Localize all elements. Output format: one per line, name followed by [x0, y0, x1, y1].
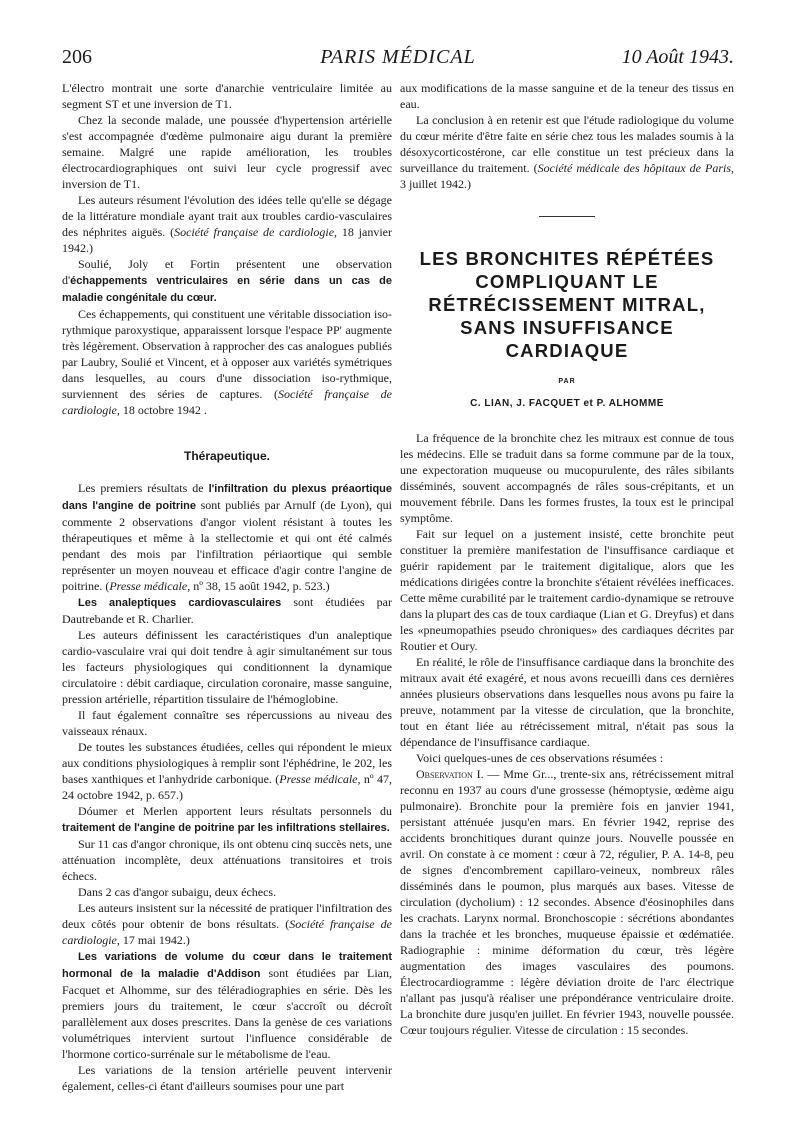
paragraph: Dans 2 cas d'angor subaigu, deux échecs.: [78, 885, 277, 899]
paragraph: De toutes les substances étudiées, celles qui répondent le mieux aux conditions physiologiques à remplir sont l'éphédrine, le 202, les bases xanthiques et l'anhydride carbonique. (Presse médicale, nº 47, 24 octobre 1942, p. 657.): [62, 740, 392, 802]
paragraph: Dóumer et Merlen apportent leurs résultats personnels du traitement de l'angine de poitrine par les infiltrations stellaires.: [62, 804, 392, 834]
paragraph: Soulié, Joly et Fortin présentent une observation d'échappements ventriculaires en série dans un cas de maladie congénitale du cœur.: [62, 257, 392, 304]
section-heading: Thérapeutique.: [183, 449, 270, 463]
left-column: [62, 80, 392, 1094]
paragraph: Les variations de la tension artérielle peuvent intervenir également, celles-ci étant d'ailleurs soumises pour une part: [62, 1063, 392, 1093]
article-authors: C. LIAN, J. FACQUET et P. ALHOMME: [470, 398, 664, 409]
paragraph: Il faut également connaître ses répercussions au niveau des vaisseaux rénaux.: [62, 708, 392, 738]
journal-title: PARIS MÉDICAL: [320, 46, 476, 68]
paragraph: Fait sur lequel on a justement insisté, cette bronchite peut constituer la première manifestation de l'insuffisance cardiaque et guérir rapidement par le traitement digitalique, alors que les médications dirigées contre la bronchite s'étaient révélées inefficaces. Cette même curabilité par le traitement cardio-dynamique se retrouve dans la plupart des cas de toux cardiaque (Lian et G. Dreyfus) et dans les «pneumopathies pseudo chroniques» des cardiaques décrites par Routier et Oury.: [400, 527, 734, 653]
paragraph: aux modifications de la masse sanguine et de la teneur des tissus en eau.: [400, 81, 734, 111]
paragraph: Les auteurs définissent les caractéristiques d'un analeptique cardio-vasculaire vrai qui doit tendre à agir simultanément sur tous les facteurs physiologiques qui conditionnent la dynamique circulatoire : débit cardiaque, circulation coronaire, masse sanguine, pression artérielle, répartition tissulaire de l'hémoglobine.: [62, 628, 392, 706]
article-title: LES BRONCHITES RÉPÉTÉES COMPLIQUANT LE RÉTRÉCISSEMENT MITRAL, SANS INSUFFISANCE CARDIAQUE: [419, 248, 715, 361]
paragraph: La fréquence de la bronchite chez les mitraux est connue de tous les médecins. Elle se traduit dans sa forme commune par de la toux, une expectoration muqueuse ou mucopurulente, des râles sibilants disséminés, souvent accompagnés de râles sous-crépitants, et un mouvement fébrile. Dans les formes frustes, la toux est le principal symptôme.: [400, 431, 734, 525]
paragraph: La conclusion à en retenir est que l'étude radiologique du volume du cœur mérite d'être faite en série chez tous les malades soumis à la désoxycorticostérone, car elle constitue un test précieux dans la surveillance du traitement. (Société médicale des hôpitaux de Paris, 3 juillet 1942.): [400, 113, 734, 191]
issue-date: 10 Août 1943.: [621, 46, 734, 68]
byline-par: PAR: [558, 378, 576, 385]
paragraph: Ces échappements, qui constituent une véritable dissociation iso-rythmique paroxystique, apparaissent lorsque l'espace PP' augmente très légèrement. Observation à rapprocher des cas analogues publiés par Laubry, Soulié et Vincent, et à opposer aux variétés symétriques dans lesquelles, au cours d'une dissociation iso-rythmique, surviennent des séries de captures. (Société française de cardiologie, 18 octobre 1942 .: [62, 307, 392, 417]
paragraph: Les auteurs résument l'évolution des idées telle qu'elle se dégage de la littérature mondiale ayant trait aux troubles cardio-vasculaires des néphrites aiguës. (Société française de cardiologie, 18 janvier 1942.): [62, 193, 392, 255]
paragraph: Voici quelques-unes de ces observations résumées :: [416, 751, 664, 765]
paragraph: En réalité, le rôle de l'insuffisance cardiaque dans la bronchite des mitraux avait été exagéré, et nous avons recueilli dans ces dernières années plusieurs observations dans lesquelles nous avons pu faire la preuve, notamment par la vitesse de circulation, que la bronchite, tout en étant liée au rétrécissement mitral, n'était pas sous la dépendance de l'insuffisance cardiaque.: [400, 655, 734, 749]
paragraph: Sur 11 cas d'angor chronique, ils ont obtenu cinq succès nets, une atténuation incomplète, deux atténuations transitoires et trois échecs.: [62, 837, 392, 883]
section-divider: [539, 216, 595, 217]
observation-paragraph: Observation I. — Mme Gr..., trente-six ans, rétrécissement mitral reconnu en 1937 au cours d'une grossesse (hémoptysie, œdème aigu pulmonaire). Bronchite pour la première fois en janvier 1941, persistant atténuée jusqu'en mars. En février 1942, reprise des accidents bronchitiques durant quinze jours. Nouvelle poussée en avril. On constate à ce moment : cœur à 72, régulier, P. A. 14-8, peu de signes d'encombrement capillaro-veineux, nombreux râles disséminés dans le poumon, plus marqués aux bases. Vitesse de circulation (dycholium) : 12 secondes. Absence d'éosinophiles dans les crachats. Larynx normal. Bronchoscopie : sécrétions abondantes dans la trachée et les bronches, muqueuse épaissie et œdématiée. Radiographie : minime déformation du cœur, très légère augmentation des images vasculaires des poumons. Électrocardiogramme : légère déviation droite de l'arc électrique n'allant pas jusqu'à réaliser une prépondérance ventriculaire droite. La bronchite dure jusqu'en juillet. En février 1943, nouvelle poussée. Cœur toujours régulier. Vitesse de circulation : 15 secondes.: [400, 767, 734, 1037]
paragraph: Les variations de volume du cœur dans le traitement hormonal de la maladie d'Addison sont étudiées par Lian, Facquet et Alhomme, sur des téléradiographies en série. Dès les premiers jours du traitement, le cœur s'accroît ou décroît parallèlement aux doses prescrites. Dans la genèse de ces variations volumétriques intervient surtout l'influence considérable de l'hormone cortico-surrénale sur le métabolisme de l'eau.: [62, 951, 392, 1061]
paragraph: Les analeptiques cardiovasculaires sont étudiées par Dautrebande et R. Charlier.: [62, 595, 392, 626]
paragraph: Chez la seconde malade, une poussée d'hypertension artérielle s'est accompagnée d'œdème pulmonaire aigu durant la première semaine. Malgré une rapide amélioration, les troubles électrocardiographiques ont suivi leur cycle progressif avec inversion de T1.: [62, 113, 392, 191]
page-header: [62, 46, 734, 74]
paragraph: Les premiers résultats de l'infiltration du plexus préaortique dans l'angine de poitrine sont publiés par Arnulf (de Lyon), qui commente 2 observations d'angor violent résistant à toutes les thérapeutiques et même à la stellectomie et qui ont été calmés pendant des mois par l'infiltration périaortique qui semble représenter un moyen nouveau et efficace d'agir contre l'angine de poitrine. (Presse médicale, nº 38, 15 août 1942, p. 523.): [62, 481, 392, 593]
paragraph: L'électro montrait une sorte d'anarchie ventriculaire limitée au segment ST et une inversion de T1.: [62, 81, 392, 111]
page-number: 206: [62, 46, 92, 68]
paragraph: Les auteurs insistent sur la nécessité de pratiquer l'infiltration des deux côtés pour obtenir de bons résultats. (Société française de cardiologie, 17 mai 1942.): [62, 901, 393, 947]
right-column: [400, 80, 734, 1038]
